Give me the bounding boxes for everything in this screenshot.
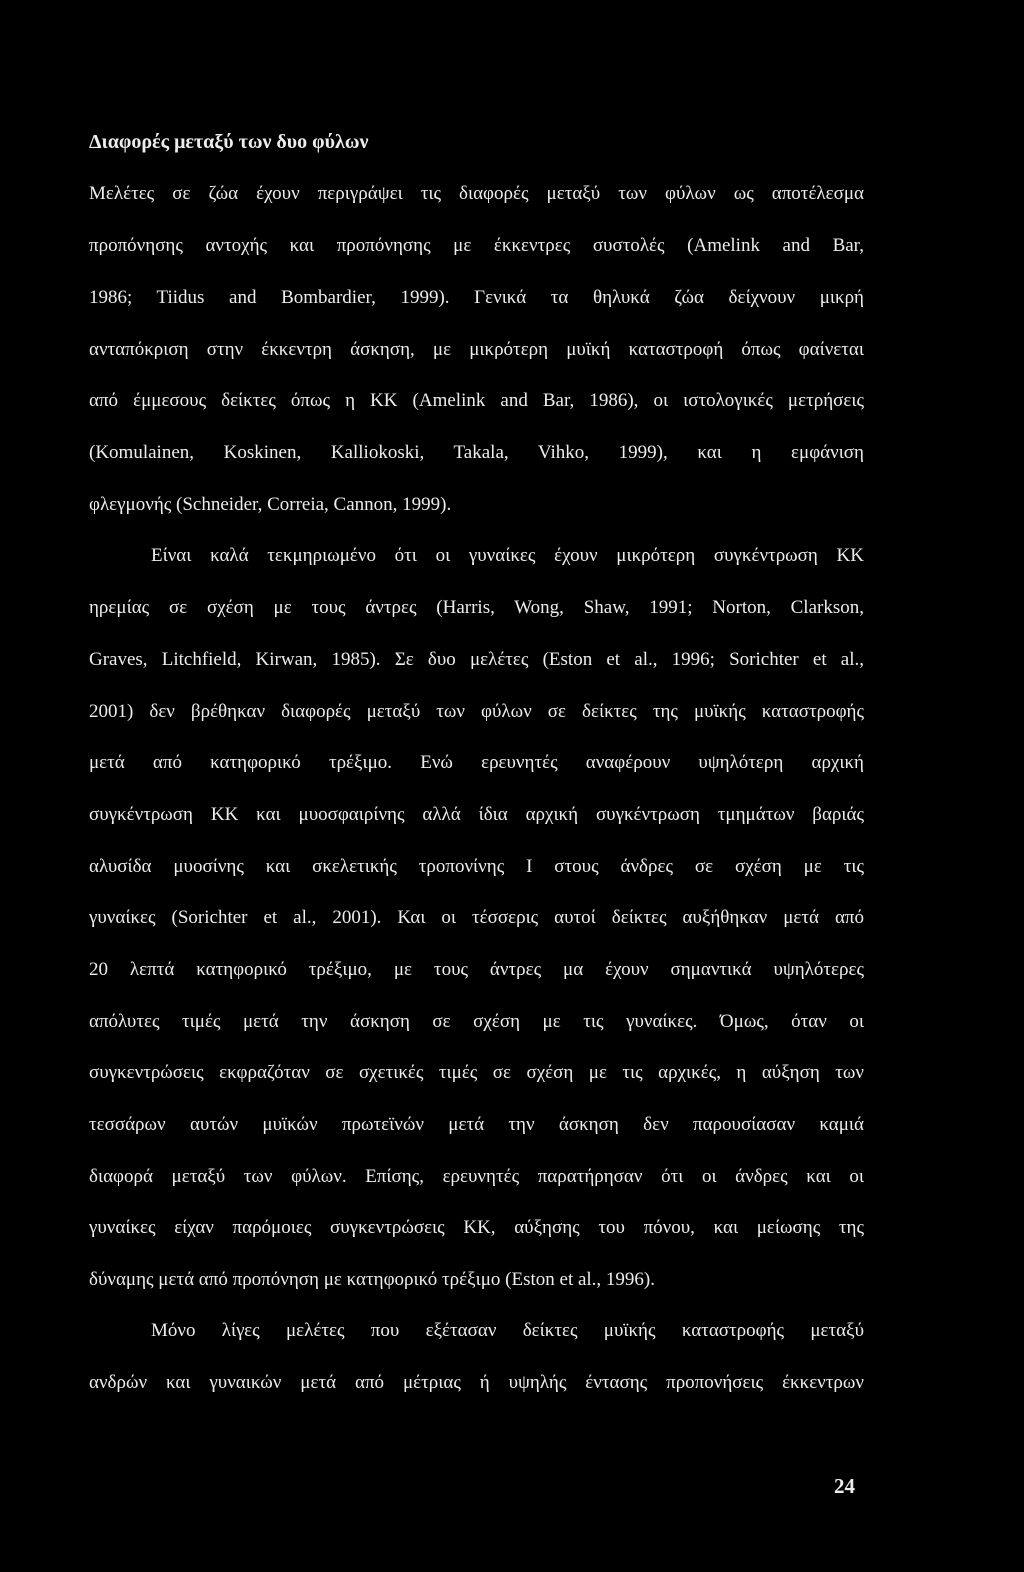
text-line: διαφορά μεταξύ των φύλων. Επίσης, ερευνητές παρατήρησαν ότι οι άνδρες και οι [89, 1166, 864, 1187]
text-line: 2001) δεν βρέθηκαν διαφορές μεταξύ των φύλων σε δείκτες της μυϊκής καταστροφής [89, 701, 864, 722]
section-heading: Διαφορές μεταξύ των δυο φύλων [89, 131, 369, 153]
text-line: συγκεντρώσεις εκφραζόταν σε σχετικές τιμές σε σχέση με τις αρχικές, η αύξηση των [89, 1062, 864, 1083]
text-line: μετά από κατηφορικό τρέξιμο. Ενώ ερευνητές αναφέρουν υψηλότερη αρχική [89, 752, 864, 773]
text-line: Graves, Litchfield, Kirwan, 1985). Σε δυο μελέτες (Eston et al., 1996; Sorichter et al., [89, 649, 864, 670]
text-line: αλυσίδα μυοσίνης και σκελετικής τροπονίνης Ι στους άνδρες σε σχέση με τις [89, 856, 864, 877]
text-line: τεσσάρων αυτών μυϊκών πρωτεϊνών μετά την άσκηση δεν παρουσίασαν καμιά [89, 1114, 864, 1135]
text-line: απόλυτες τιμές μετά την άσκηση σε σχέση με τις γυναίκες. Όμως, όταν οι [89, 1011, 864, 1032]
text-line: από έμμεσους δείκτες όπως η ΚΚ (Amelink and Bar, 1986), οι ιστολογικές μετρήσεις [89, 390, 864, 411]
text-line: συγκέντρωση ΚΚ και μυοσφαιρίνης αλλά ίδια αρχική συγκέντρωση τμημάτων βαριάς [89, 804, 864, 825]
text-line: Μελέτες σε ζώα έχουν περιγράψει τις διαφορές μεταξύ των φύλων ως αποτέλεσμα [89, 183, 864, 204]
text-line: γυναίκες είχαν παρόμοιες συγκεντρώσεις ΚΚ, αύξησης του πόνου, και μείωσης της [89, 1217, 864, 1238]
text-line: 1986; Tiidus and Bombardier, 1999). Γενικά τα θηλυκά ζώα δείχνουν μικρή [89, 287, 864, 308]
text-line: προπόνησης αντοχής και προπόνησης με έκκεντρες συστολές (Amelink and Bar, [89, 235, 864, 256]
text-line: δύναμης μετά από προπόνηση με κατηφορικό τρέξιμο (Eston et al., 1996). [89, 1269, 656, 1290]
text-line: φλεγμονής (Schneider, Correia, Cannon, 1999). [89, 494, 452, 515]
text-line: γυναίκες (Sorichter et al., 2001). Και οι τέσσερις αυτοί δείκτες αυξήθηκαν μετά από [89, 907, 864, 928]
text-line: ηρεμίας σε σχέση με τους άντρες (Harris, Wong, Shaw, 1991; Norton, Clarkson, [89, 597, 864, 618]
text-line: ανταπόκριση στην έκκεντρη άσκηση, με μικρότερη μυϊκή καταστροφή όπως φαίνεται [89, 339, 864, 360]
text-line: ανδρών και γυναικών μετά από μέτριας ή υψηλής έντασης προπονήσεις έκκεντρων [89, 1372, 864, 1393]
page-number: 24 [834, 1474, 855, 1498]
text-line: 20 λεπτά κατηφορικό τρέξιμο, με τους άντρες μα έχουν σημαντικά υψηλότερες [89, 959, 864, 980]
text-line: Μόνο λίγες μελέτες που εξέτασαν δείκτες μυϊκής καταστροφής μεταξύ [151, 1320, 864, 1341]
text-line: Είναι καλά τεκμηριωμένο ότι οι γυναίκες έχουν μικρότερη συγκέντρωση ΚΚ [151, 545, 864, 566]
text-line: (Komulainen, Koskinen, Kalliokoski, Takala, Vihko, 1999), και η εμφάνιση [89, 442, 864, 463]
